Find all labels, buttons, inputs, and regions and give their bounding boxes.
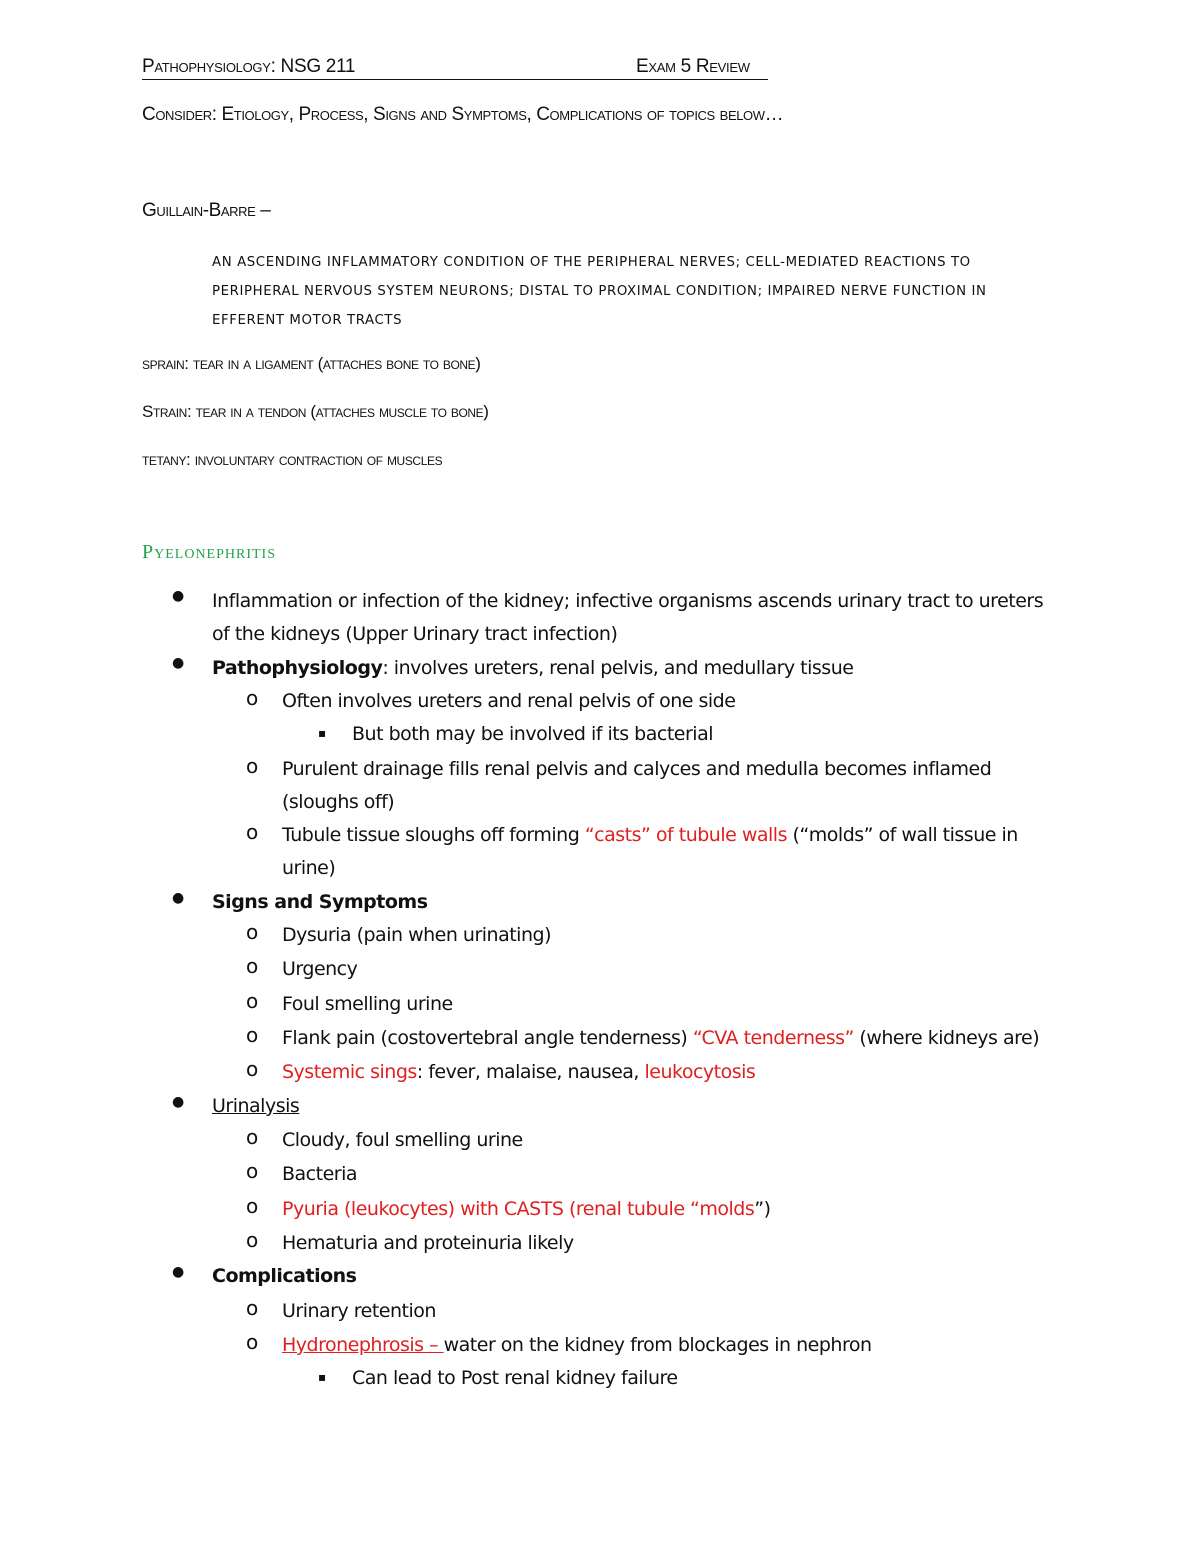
bullet-icon: ● xyxy=(172,1094,184,1110)
bullet-icon: ● xyxy=(172,1264,184,1280)
gb-line-1: AN ASCENDING INFLAMMATORY CONDITION OF THE PERIPHERAL NERVES; CELL-MEDIATED REACTIONS TO xyxy=(212,255,971,270)
patho-sub-1a: But both may be involved if its bacterial xyxy=(352,723,713,745)
circle-bullet-icon: o xyxy=(246,1296,258,1320)
urinalysis-4: Hematuria and proteinuria likely xyxy=(282,1232,574,1254)
urinalysis-3 xyxy=(282,1197,771,1221)
circle-bullet-icon: o xyxy=(246,1330,258,1354)
strain-definition: Strain: tear in a tendon (attaches muscle to bone) xyxy=(142,402,489,421)
circle-bullet-icon: o xyxy=(246,1023,258,1047)
intro-line-1: Inflammation or infection of the kidney; infective organisms ascends urinary tract to ureters xyxy=(212,590,1044,612)
signs-label: Signs and Symptoms xyxy=(212,891,428,913)
pyelonephritis-heading: Pyelonephritis xyxy=(142,541,277,563)
sign-4-text: Flank pain (costovertebral angle tenderness) xyxy=(282,1027,693,1049)
patho-sub-3-tail: (“molds” of wall tissue in xyxy=(787,824,1018,846)
patho-sub-3-line-1 xyxy=(282,823,1018,847)
sign-4-highlight: “CVA tenderness” xyxy=(692,1027,854,1049)
circle-bullet-icon: o xyxy=(246,1194,258,1218)
patho-text: : involves ureters, renal pelvis, and medullary tissue xyxy=(382,657,854,679)
header-underline xyxy=(142,79,768,80)
sign-5 xyxy=(282,1060,755,1084)
patho-sub-3-line-2: urine) xyxy=(282,857,336,879)
circle-bullet-icon: o xyxy=(246,686,258,710)
sign-2: Urgency xyxy=(282,958,358,980)
complication-2-text: water on the kidney from blockages in nephron xyxy=(443,1334,872,1356)
complication-2-highlight: Hydronephrosis – xyxy=(282,1334,444,1356)
urinalysis-3-highlight: Pyuria (leukocytes) with CASTS (renal tubule “molds xyxy=(282,1198,755,1220)
circle-bullet-icon: o xyxy=(246,820,258,844)
complications-label: Complications xyxy=(212,1265,357,1287)
consider-line: Consider: Etiology, Process, Signs and Symptoms, Complications of topics below… xyxy=(142,104,784,125)
patho-sub-3-text: Tubule tissue sloughs off forming xyxy=(282,824,585,846)
patho-label: Pathophysiology xyxy=(212,657,383,679)
sprain-definition: sprain: tear in a ligament (attaches bone to bone) xyxy=(142,354,481,373)
sign-1: Dysuria (pain when urinating) xyxy=(282,924,551,946)
complication-2 xyxy=(282,1333,872,1357)
circle-bullet-icon: o xyxy=(246,1228,258,1252)
bullet-icon: ● xyxy=(172,890,184,906)
complication-2a: Can lead to Post renal kidney failure xyxy=(352,1367,678,1389)
intro-line-2: of the kidneys (Upper Urinary tract infection) xyxy=(212,623,618,645)
patho-sub-3-highlight: “casts” of tubule walls xyxy=(584,824,787,846)
course-title: Pathophysiology: NSG 211 xyxy=(142,56,356,77)
sign-3: Foul smelling urine xyxy=(282,993,453,1015)
urinalysis-1: Cloudy, foul smelling urine xyxy=(282,1129,523,1151)
urinalysis-3-tail: ”) xyxy=(754,1198,771,1220)
patho-sub-2-line-2: (sloughs off) xyxy=(282,791,395,813)
circle-bullet-icon: o xyxy=(246,754,258,778)
guillain-barre-description xyxy=(212,248,1072,335)
bullet-icon: ● xyxy=(172,588,184,604)
sign-4-tail: (where kidneys are) xyxy=(853,1027,1040,1049)
square-bullet-icon: ▪ xyxy=(318,1370,326,1384)
circle-bullet-icon: o xyxy=(246,920,258,944)
circle-bullet-icon: o xyxy=(246,1159,258,1183)
circle-bullet-icon: o xyxy=(246,989,258,1013)
sign-5-highlight: Systemic sings xyxy=(282,1061,417,1083)
gb-line-2: PERIPHERAL NERVOUS SYSTEM NEURONS; DISTAL TO PROXIMAL CONDITION; IMPAIRED NERVE FUNCTION IN xyxy=(212,284,987,299)
circle-bullet-icon: o xyxy=(246,1057,258,1081)
complication-1: Urinary retention xyxy=(282,1300,436,1322)
urinalysis-2: Bacteria xyxy=(282,1163,357,1185)
bullet-icon: ● xyxy=(172,655,184,671)
guillain-barre-title: Guillain-Barre – xyxy=(142,200,271,221)
urinalysis-label: Urinalysis xyxy=(212,1095,300,1117)
circle-bullet-icon: o xyxy=(246,1125,258,1149)
tetany-definition: tetany: involuntary contraction of muscles xyxy=(142,450,443,469)
gb-line-3: EFFERENT MOTOR TRACTS xyxy=(212,313,403,328)
circle-bullet-icon: o xyxy=(246,954,258,978)
patho-sub-2-line-1: Purulent drainage fills renal pelvis and calyces and medulla becomes inflamed xyxy=(282,758,992,780)
exam-title: Exam 5 Review xyxy=(636,56,750,77)
sign-5-highlight-2: leukocytosis xyxy=(644,1061,756,1083)
sign-4 xyxy=(282,1026,1039,1050)
patho-sub-1: Often involves ureters and renal pelvis of one side xyxy=(282,690,736,712)
square-bullet-icon: ▪ xyxy=(318,726,326,740)
patho-item xyxy=(212,656,853,680)
sign-5-text: : fever, malaise, nausea, xyxy=(416,1061,645,1083)
